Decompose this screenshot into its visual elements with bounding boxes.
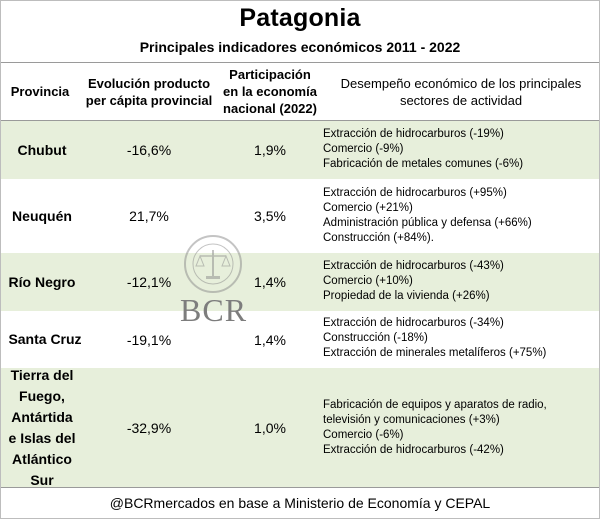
sector-list — [323, 259, 595, 304]
evolucion-value: -32,9% — [126, 419, 172, 436]
province-name: Chubut — [17, 141, 67, 158]
table-row — [1, 311, 599, 368]
page-title: Patagonia — [239, 4, 361, 32]
province-name — [1, 368, 83, 487]
sector-list — [323, 186, 595, 246]
header-desempeno: Desempeño económico de los principales sectores de actividad — [340, 75, 582, 108]
participacion-value: 1,4% — [254, 331, 286, 348]
participacion-value: 1,9% — [254, 142, 286, 158]
province-name-line: Antártida — [11, 408, 73, 425]
participacion-value: 1,0% — [254, 419, 286, 436]
sector-item: Extracción de hidrocarburos (+95%) — [323, 187, 507, 199]
evolucion-value: -12,1% — [126, 274, 172, 290]
province-name: Santa Cruz — [8, 331, 82, 347]
header-provincia: Provincia — [10, 84, 70, 99]
sector-item: Comercio (+10%) — [323, 275, 413, 287]
sector-item: Extracción de hidrocarburos (-34%) — [323, 317, 504, 329]
province-name-line: Sur — [30, 471, 54, 488]
province-name: Río Negro — [8, 273, 76, 290]
province-name-line: Fuego, — [19, 387, 65, 404]
sector-item: Propiedad de la vivienda (+26%) — [323, 290, 490, 302]
table-row — [1, 253, 599, 311]
participacion-value: 1,4% — [254, 274, 286, 290]
sector-item: Fabricación de metales comunes (-6%) — [323, 158, 524, 170]
evolucion-value: -19,1% — [126, 331, 172, 348]
province-name-line: Atlántico — [12, 450, 72, 467]
province-name: Neuquén — [12, 207, 72, 224]
page-subtitle: Principales indicadores económicos 2011 - 2022 — [139, 39, 461, 55]
sector-item: Extracción de hidrocarburos (-19%) — [323, 128, 504, 140]
bcr-logo-text: BCR — [180, 292, 248, 328]
sector-item: Construcción (+84%). — [323, 232, 434, 244]
sector-item: Comercio (-6%) — [323, 429, 404, 441]
sector-item: televisión y comunicaciones (+3%) — [323, 414, 500, 426]
province-name-line: Tierra del — [10, 366, 74, 383]
sector-item: Extracción de hidrocarburos (-43%) — [323, 260, 504, 272]
sector-item: Comercio (+21%) — [323, 202, 413, 214]
table-row — [1, 179, 599, 253]
header-participacion: Participación en la economía nacional (2022) — [223, 67, 317, 116]
header-evolucion: Evolución producto per cápita provincial — [85, 75, 213, 108]
sector-item: Extracción de hidrocarburos (-42%) — [323, 444, 504, 456]
table-row — [1, 121, 599, 179]
sector-item: Comercio (-9%) — [323, 143, 404, 155]
sector-list — [323, 398, 595, 458]
sector-list — [323, 316, 595, 361]
table-header-row — [1, 63, 599, 120]
sector-item: Fabricación de equipos y aparatos de radio, — [323, 399, 547, 411]
sector-item: Extracción de minerales metalíferos (+75%) — [323, 347, 547, 359]
sector-list — [323, 127, 595, 172]
sector-item: Administración pública y defensa (+66%) — [323, 217, 532, 229]
divider — [1, 487, 599, 488]
participacion-value: 3,5% — [254, 208, 286, 224]
footer-source: @BCRmercados en base a Ministerio de Economía y CEPAL — [109, 495, 491, 511]
sector-item: Construcción (-18%) — [323, 332, 428, 344]
evolucion-value: -16,6% — [126, 142, 172, 158]
evolucion-value: 21,7% — [129, 208, 169, 224]
table-row — [1, 368, 599, 487]
province-name-line: e Islas del — [8, 429, 76, 446]
